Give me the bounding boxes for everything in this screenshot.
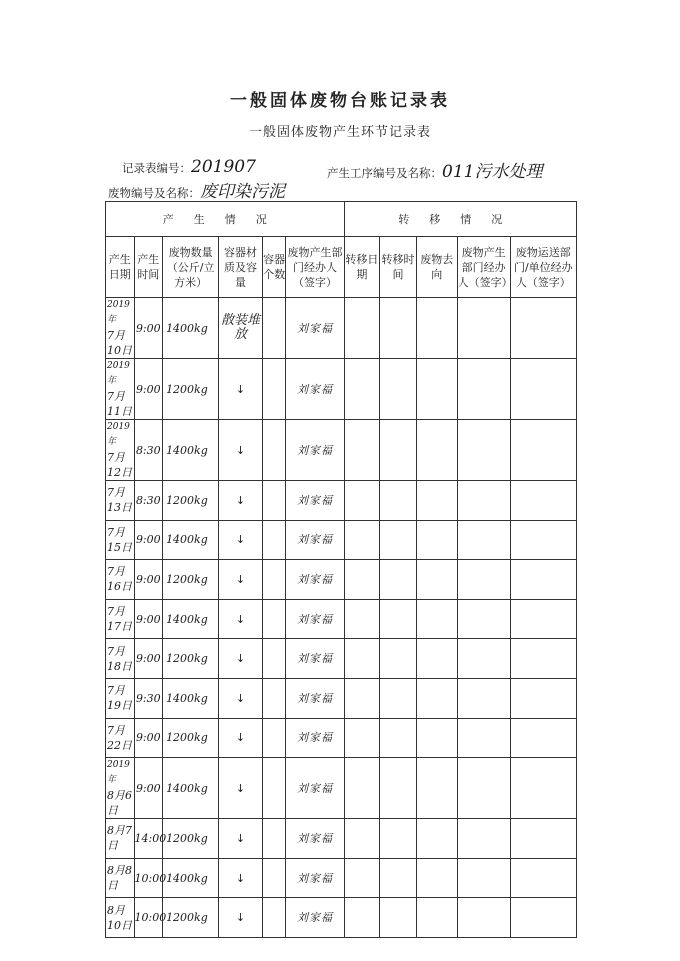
cell-signature: 刘家福 [286,718,344,758]
table-row [106,520,577,560]
col-container-count: 容器个数 [262,237,285,298]
cell-count [262,819,285,859]
cell-signature: 刘家福 [286,819,344,859]
waste-value: 废印染污泥 [200,182,285,202]
cell-transfer-time [380,298,417,359]
cell-transfer-time [380,560,417,600]
col-destination: 废物去向 [416,237,457,298]
cell-carrier-handler [510,520,576,560]
cell-transfer-date [344,599,380,639]
group-header-production: 产生情况 [106,202,345,237]
cell-destination [416,858,457,898]
cell-transfer-time [380,639,417,679]
process-value: 011污水处理 [442,162,543,182]
cell-signature: 刘家福 [286,560,344,600]
cell-container: ↓ [219,758,263,819]
cell-destination [416,481,457,521]
table-row [106,420,577,481]
col-transfer-date: 转移日期 [344,237,380,298]
cell-destination [416,718,457,758]
table-row [106,758,577,819]
cell-destination [416,678,457,718]
cell-count [262,520,285,560]
record-no-value: 201907 [191,157,256,177]
table-row [106,718,577,758]
cell-transfer-date [344,898,380,938]
cell-count [262,639,285,679]
process-label: 产生工序编号及名称： [327,166,442,180]
cell-container: ↓ [219,898,263,938]
cell-transfer-date [344,298,380,359]
cell-time: 9:00 [134,520,163,560]
cell-count [262,678,285,718]
cell-carrier-handler [510,420,576,481]
cell-count [262,298,285,359]
cell-transfer-date [344,481,380,521]
cell-date: 7月19日 [106,678,135,718]
cell-time: 9:00 [134,560,163,600]
cell-quantity: 1200kg [163,819,219,859]
cell-signature: 刘家福 [286,639,344,679]
table-row [106,639,577,679]
cell-transfer-handler [457,718,510,758]
cell-container: ↓ [219,858,263,898]
cell-carrier-handler [510,678,576,718]
waste-log-table [105,201,577,938]
cell-destination [416,520,457,560]
cell-quantity: 1400kg [163,520,219,560]
cell-destination [416,420,457,481]
cell-time: 10:00 [134,898,163,938]
cell-count [262,359,285,420]
cell-signature: 刘家福 [286,298,344,359]
cell-time: 9:00 [134,599,163,639]
cell-date: 2019年 7月10日 [106,298,135,359]
cell-quantity: 1400kg [163,678,219,718]
cell-transfer-handler [457,298,510,359]
cell-transfer-time [380,819,417,859]
cell-date: 7月22日 [106,718,135,758]
cell-count [262,898,285,938]
cell-container: ↓ [219,520,263,560]
cell-signature: 刘家福 [286,520,344,560]
cell-date: 7月16日 [106,560,135,600]
cell-signature: 刘家福 [286,481,344,521]
cell-transfer-time [380,858,417,898]
cell-carrier-handler [510,359,576,420]
group-header-transfer: 转移情况 [344,202,576,237]
waste-label: 废物编号及名称： [108,186,200,200]
cell-destination [416,298,457,359]
cell-count [262,481,285,521]
cell-carrier-handler [510,599,576,639]
cell-destination [416,359,457,420]
cell-count [262,718,285,758]
cell-transfer-time [380,758,417,819]
cell-transfer-time [380,481,417,521]
cell-container: ↓ [219,560,263,600]
cell-date: 2019年 8月6日 [106,758,135,819]
cell-transfer-date [344,758,380,819]
cell-carrier-handler [510,758,576,819]
cell-signature: 刘家福 [286,359,344,420]
table-row [106,898,577,938]
table-row [106,599,577,639]
cell-date: 8月8日 [106,858,135,898]
cell-transfer-date [344,819,380,859]
page-subtitle: 一般固体废物产生环节记录表 [248,125,431,140]
cell-carrier-handler [510,639,576,679]
cell-container: ↓ [219,718,263,758]
cell-transfer-time [380,520,417,560]
cell-time: 9:00 [134,359,163,420]
cell-date: 8月10日 [106,898,135,938]
col-transfer-time: 转移时间 [380,237,417,298]
cell-container: ↓ [219,481,263,521]
cell-destination [416,639,457,679]
cell-quantity: 1400kg [163,758,219,819]
process-field [327,157,542,182]
cell-transfer-handler [457,599,510,639]
table-row [106,678,577,718]
cell-transfer-handler [457,420,510,481]
cell-quantity: 1200kg [163,718,219,758]
cell-transfer-handler [457,481,510,521]
col-production-date: 产生日期 [106,237,135,298]
cell-count [262,599,285,639]
cell-carrier-handler [510,898,576,938]
cell-date: 7月15日 [106,520,135,560]
cell-quantity: 1200kg [163,898,219,938]
cell-transfer-date [344,718,380,758]
cell-transfer-handler [457,819,510,859]
cell-transfer-handler [457,758,510,819]
page-title: 一般固体废物台账记录表 [230,91,450,111]
cell-time: 8:30 [134,481,163,521]
cell-quantity: 1200kg [163,481,219,521]
cell-container: ↓ [219,599,263,639]
cell-carrier-handler [510,481,576,521]
cell-destination [416,599,457,639]
cell-date: 2019年 7月12日 [106,420,135,481]
cell-carrier-handler [510,298,576,359]
cell-signature: 刘家福 [286,599,344,639]
cell-quantity: 1400kg [163,420,219,481]
cell-date: 8月7日 [106,819,135,859]
record-no-field [122,157,256,177]
cell-quantity: 1200kg [163,639,219,679]
cell-destination [416,898,457,938]
cell-destination [416,560,457,600]
cell-quantity: 1400kg [163,298,219,359]
cell-signature: 刘家福 [286,678,344,718]
cell-date: 7月18日 [106,639,135,679]
cell-time: 9:00 [134,718,163,758]
cell-transfer-date [344,420,380,481]
table-row [106,481,577,521]
cell-count [262,758,285,819]
cell-quantity: 1400kg [163,599,219,639]
cell-carrier-handler [510,718,576,758]
cell-time: 9:00 [134,298,163,359]
cell-time: 8:30 [134,420,163,481]
cell-carrier-handler [510,858,576,898]
waste-field [108,177,285,202]
cell-time: 10:00 [134,858,163,898]
cell-date: 7月17日 [106,599,135,639]
cell-time: 14:00 [134,819,163,859]
cell-transfer-handler [457,359,510,420]
cell-transfer-time [380,359,417,420]
cell-quantity: 1200kg [163,359,219,420]
cell-transfer-date [344,560,380,600]
table-row [106,560,577,600]
cell-signature: 刘家福 [286,420,344,481]
cell-container: ↓ [219,359,263,420]
cell-time: 9:00 [134,639,163,679]
cell-destination [416,758,457,819]
cell-transfer-handler [457,560,510,600]
cell-transfer-time [380,678,417,718]
cell-destination [416,819,457,859]
cell-signature: 刘家福 [286,758,344,819]
cell-container: ↓ [219,420,263,481]
table-row [106,359,577,420]
cell-container: ↓ [219,819,263,859]
cell-transfer-time [380,718,417,758]
cell-container: 散装堆放 [219,298,263,359]
cell-quantity: 1200kg [163,560,219,600]
cell-time: 9:00 [134,758,163,819]
cell-transfer-time [380,898,417,938]
col-production-time: 产生时间 [134,237,163,298]
cell-transfer-date [344,359,380,420]
cell-transfer-date [344,520,380,560]
col-carrier-handler: 废物运送部门/单位经办人（签字） [510,237,576,298]
cell-transfer-time [380,420,417,481]
cell-signature: 刘家福 [286,898,344,938]
cell-date: 2019年 7月11日 [106,359,135,420]
cell-transfer-handler [457,678,510,718]
cell-transfer-time [380,599,417,639]
cell-date: 7月13日 [106,481,135,521]
table-row [106,819,577,859]
cell-carrier-handler [510,560,576,600]
cell-time: 9:30 [134,678,163,718]
cell-carrier-handler [510,819,576,859]
cell-transfer-handler [457,520,510,560]
cell-quantity: 1400kg [163,858,219,898]
col-container-material: 容器材质及容量 [219,237,263,298]
cell-transfer-date [344,639,380,679]
col-waste-quantity: 废物数量（公斤/立方米） [163,237,219,298]
cell-transfer-date [344,678,380,718]
cell-transfer-handler [457,639,510,679]
cell-signature: 刘家福 [286,858,344,898]
cell-count [262,858,285,898]
col-production-handler: 废物产生部门经办人（签字） [286,237,344,298]
record-no-label: 记录表编号： [122,161,191,175]
table-row [106,298,577,359]
table-row [106,858,577,898]
col-transfer-production-handler: 废物产生部门经办人（签字） [457,237,510,298]
cell-transfer-handler [457,858,510,898]
cell-container: ↓ [219,678,263,718]
cell-count [262,560,285,600]
cell-container: ↓ [219,639,263,679]
cell-transfer-date [344,858,380,898]
cell-transfer-handler [457,898,510,938]
cell-count [262,420,285,481]
